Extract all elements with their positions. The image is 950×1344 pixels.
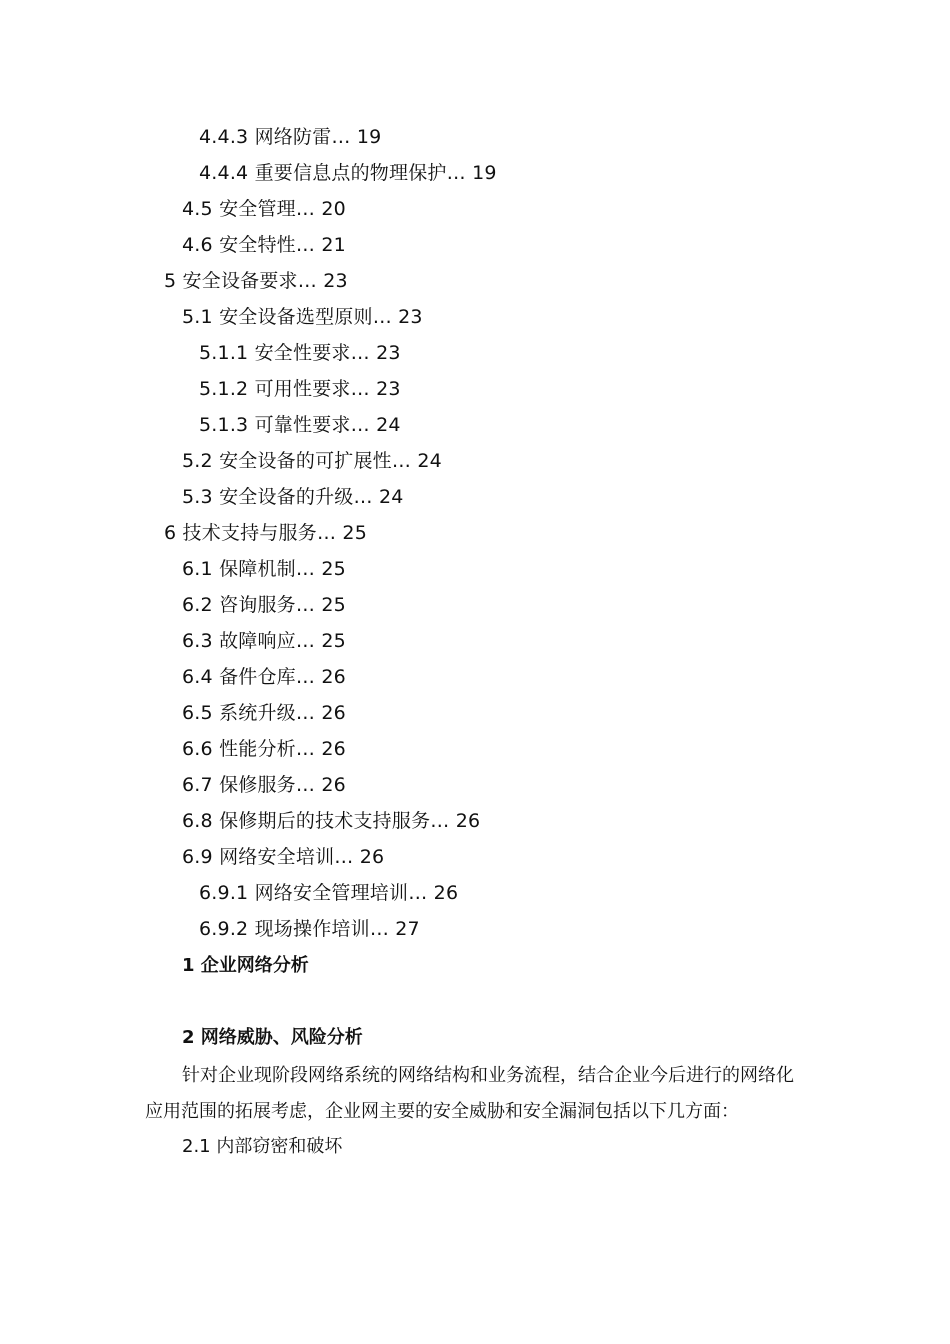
toc-number: 6.1 xyxy=(182,558,213,580)
toc-entry[interactable]: 6.6 性能分析… 26 xyxy=(182,738,346,760)
toc-entry[interactable]: 6 技术支持与服务… 25 xyxy=(164,522,367,544)
toc-page: 27 xyxy=(395,918,420,940)
toc-entry[interactable]: 5.1.1 安全性要求… 23 xyxy=(199,342,401,364)
toc-page: 24 xyxy=(378,486,404,508)
toc-title: 咨询服务 xyxy=(219,594,296,616)
toc-number: 4.4.3 xyxy=(199,126,249,148)
toc-entry[interactable]: 4.4.3 网络防雷… 19 xyxy=(199,126,382,148)
toc-number: 5.2 xyxy=(182,450,213,472)
toc-entry[interactable]: 6.4 备件仓库… 26 xyxy=(182,666,346,688)
toc-number: 5.1.1 xyxy=(199,342,249,364)
toc-page: 26 xyxy=(433,882,459,904)
toc-number: 6.9.2 xyxy=(199,918,249,940)
toc-title: 可用性要求 xyxy=(254,378,351,400)
toc-number: 5.1.2 xyxy=(199,378,249,400)
toc-page: 25 xyxy=(321,558,346,580)
toc-title: 安全设备要求 xyxy=(182,270,298,292)
toc-page: 19 xyxy=(356,126,382,148)
toc-entry[interactable]: 6.9.1 网络安全管理培训… 26 xyxy=(199,882,459,904)
toc-entry[interactable]: 6.7 保修服务… 26 xyxy=(182,774,346,796)
toc-number: 6.4 xyxy=(182,666,213,688)
toc-entry[interactable]: 4.5 安全管理… 20 xyxy=(182,198,346,220)
toc-title: 技术支持与服务 xyxy=(182,522,317,544)
body-paragraph: 针对企业现阶段网络系统的网络结构和业务流程，结合企业今后进行的网络化应用范围的拓展考虑，企业网主要的安全威胁和安全漏洞包括以下几方面： xyxy=(145,1065,794,1122)
toc-title: 保修服务 xyxy=(219,774,296,796)
toc-page: 21 xyxy=(321,234,346,256)
toc-entry[interactable]: 6.3 故障响应… 25 xyxy=(182,630,346,652)
section-heading: 1 企业网络分析 xyxy=(182,955,309,976)
toc-number: 5 xyxy=(164,270,177,292)
toc-title: 备件仓库 xyxy=(219,666,296,688)
toc-entry[interactable]: 5.2 安全设备的可扩展性… 24 xyxy=(182,450,442,472)
toc-page: 26 xyxy=(321,666,346,688)
toc-entry[interactable]: 6.2 咨询服务… 25 xyxy=(182,594,346,616)
toc-number: 4.6 xyxy=(182,234,213,256)
toc-title: 安全设备的可扩展性 xyxy=(219,450,392,472)
toc-page: 26 xyxy=(455,810,481,832)
toc-page: 19 xyxy=(472,162,497,184)
toc-number: 6.6 xyxy=(182,738,213,760)
toc-number: 6.7 xyxy=(182,774,213,796)
toc-entry[interactable]: 5.1.2 可用性要求… 23 xyxy=(199,378,401,400)
toc-title: 网络安全管理培训 xyxy=(254,882,409,904)
toc-title: 保修期后的技术支持服务 xyxy=(219,810,431,832)
toc-title: 安全设备的升级 xyxy=(219,486,354,508)
toc-page: 23 xyxy=(323,270,348,292)
toc-title: 保障机制 xyxy=(219,558,296,580)
toc-page: 25 xyxy=(321,630,346,652)
toc-page: 23 xyxy=(376,378,401,400)
toc-title: 安全管理 xyxy=(219,198,296,220)
section-heading: 2 网络威胁、风险分析 xyxy=(182,1027,363,1048)
toc-number: 6.8 xyxy=(182,810,213,832)
toc-page: 24 xyxy=(417,450,442,472)
toc-entry[interactable]: 5.1 安全设备选型原则… 23 xyxy=(182,306,423,328)
toc-title: 安全设备选型原则 xyxy=(219,306,373,328)
toc-page: 23 xyxy=(398,306,423,328)
toc-page: 24 xyxy=(376,414,401,436)
toc-entry[interactable]: 5.1.3 可靠性要求… 24 xyxy=(199,414,401,436)
toc-entry[interactable]: 6.9 网络安全培训… 26 xyxy=(182,846,385,868)
toc-page: 20 xyxy=(321,198,346,220)
toc-title: 安全性要求 xyxy=(254,342,351,364)
toc-title: 重要信息点的物理保护 xyxy=(254,162,447,184)
toc-title: 性能分析 xyxy=(219,738,296,760)
toc-title: 故障响应 xyxy=(219,630,296,652)
toc-number: 6 xyxy=(164,522,177,544)
toc-page: 26 xyxy=(321,738,346,760)
toc-entry[interactable]: 4.4.4 重要信息点的物理保护… 19 xyxy=(199,162,497,184)
toc-title: 系统升级 xyxy=(219,702,296,724)
toc-number: 6.9 xyxy=(182,846,213,868)
toc-entry[interactable]: 4.6 安全特性… 21 xyxy=(182,234,346,256)
toc-entry[interactable]: 6.5 系统升级… 26 xyxy=(182,702,346,724)
toc-number: 6.2 xyxy=(182,594,213,616)
toc-page: 26 xyxy=(359,846,385,868)
toc-page: 25 xyxy=(321,594,346,616)
toc-title: 可靠性要求 xyxy=(254,414,351,436)
toc-title: 网络安全培训 xyxy=(219,846,335,868)
toc-number: 6.3 xyxy=(182,630,213,652)
toc-page: 26 xyxy=(321,702,346,724)
toc-page: 23 xyxy=(376,342,401,364)
toc-entry[interactable]: 5.3 安全设备的升级… 24 xyxy=(182,486,404,508)
subsection-heading: 2.1 内部窃密和破坏 xyxy=(182,1136,343,1157)
toc-number: 4.5 xyxy=(182,198,213,220)
toc-entry[interactable]: 5 安全设备要求… 23 xyxy=(164,270,348,292)
toc-number: 4.4.4 xyxy=(199,162,249,184)
toc-title: 现场操作培训 xyxy=(254,918,370,940)
toc-number: 6.9.1 xyxy=(199,882,249,904)
toc-entry[interactable]: 6.1 保障机制… 25 xyxy=(182,558,346,580)
toc-page: 25 xyxy=(342,522,367,544)
toc-number: 5.1.3 xyxy=(199,414,249,436)
toc-number: 5.3 xyxy=(182,486,213,508)
toc-title: 安全特性 xyxy=(219,234,296,256)
toc-number: 6.5 xyxy=(182,702,213,724)
toc-page: 26 xyxy=(321,774,346,796)
toc-entry[interactable]: 6.8 保修期后的技术支持服务… 26 xyxy=(182,810,481,832)
toc-title: 网络防雷 xyxy=(254,126,332,148)
toc-number: 5.1 xyxy=(182,306,213,328)
toc-entry[interactable]: 6.9.2 现场操作培训… 27 xyxy=(199,918,420,940)
